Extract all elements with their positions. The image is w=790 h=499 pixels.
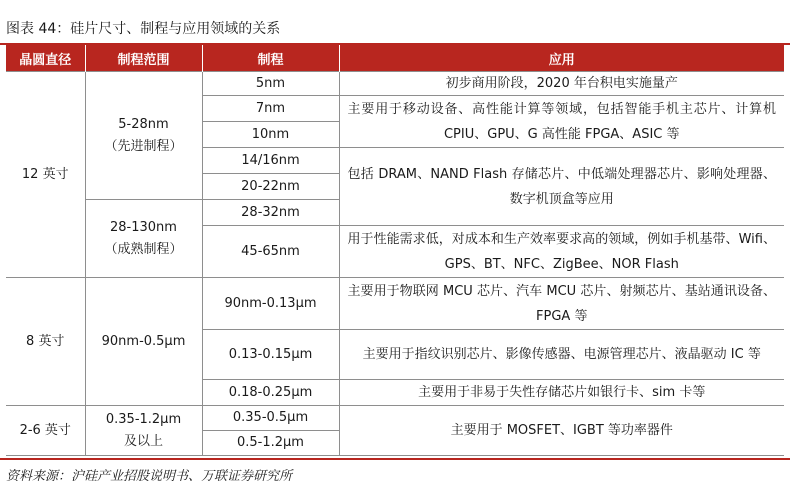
diameter-12-inch: 12 英寸 (6, 72, 85, 278)
table-row (6, 72, 784, 96)
range-mature (85, 200, 202, 278)
process-05-12um: 0.5-1.2μm (202, 431, 339, 456)
application-5nm: 初步商用阶段，2020 年台积电实施量产 (339, 72, 784, 96)
range-2-6-inch-label: 及以上 (123, 433, 163, 449)
application-7-10nm: 主要用于移动设备、高性能计算等领域，包括智能手机主芯片、计算机 CPIU、GPU、G 高性能 FPGA、ASIC 等 (339, 96, 784, 148)
process-20-22nm: 20-22nm (202, 174, 339, 200)
diameter-2-6-inch: 2-6 英寸 (6, 406, 85, 456)
header-application: 应用 (339, 45, 784, 72)
range-2-6-inch-value: 0.35-1.2μm (105, 411, 182, 427)
application-45-65nm: 用于性能需求低，对成本和生产效率要求高的领域，例如手机基带、Wifi、GPS、BT、NFC、ZigBee、NOR Flash (339, 226, 784, 278)
table-header-row (6, 45, 784, 72)
process-013-015um: 0.13-0.15μm (202, 330, 339, 380)
application-018-025um: 主要用于非易于失性存储芯片如银行卡、sim 卡等 (339, 380, 784, 406)
diameter-8-inch: 8 英寸 (6, 278, 85, 406)
range-mature-label: （成熟制程） (104, 241, 183, 257)
header-process: 制程 (202, 45, 339, 72)
range-advanced-label: （先进制程） (104, 138, 183, 154)
process-10nm: 10nm (202, 122, 339, 148)
range-mature-value: 28-130nm (110, 219, 177, 235)
range-advanced-value: 5-28nm (118, 116, 169, 132)
source-note: 资料来源：沪硅产业招股说明书、万联证券研究所 (6, 469, 293, 484)
application-013-015um: 主要用于指纹识别芯片、影像传感器、电源管理芯片、液晶驱动 IC 等 (339, 330, 784, 380)
table-row (6, 278, 784, 330)
application-90nm-013um: 主要用于物联网 MCU 芯片、汽车 MCU 芯片、射频芯片、基站通讯设备、FPGA 等 (339, 278, 784, 330)
range-2-6-inch (85, 406, 202, 456)
process-5nm: 5nm (202, 72, 339, 96)
wafer-process-table (6, 45, 784, 456)
figure-title: 图表 44：硅片尺寸、制程与应用领域的关系 (6, 21, 281, 37)
range-advanced (85, 72, 202, 200)
process-45-65nm: 45-65nm (202, 226, 339, 278)
process-14-16nm: 14/16nm (202, 148, 339, 174)
process-90nm-013um: 90nm-0.13μm (202, 278, 339, 330)
header-range: 制程范围 (85, 45, 202, 72)
process-7nm: 7nm (202, 96, 339, 122)
process-28-32nm: 28-32nm (202, 200, 339, 226)
application-power-devices: 主要用于 MOSFET、IGBT 等功率器件 (339, 406, 784, 456)
process-035-05um: 0.35-0.5μm (202, 406, 339, 431)
application-14-32nm: 包括 DRAM、NAND Flash 存储芯片、中低端处理器芯片、影响处理器、数字机顶盒等应用 (339, 148, 784, 226)
range-8-inch: 90nm-0.5μm (85, 278, 202, 406)
process-018-025um: 0.18-0.25μm (202, 380, 339, 406)
table-row (6, 406, 784, 431)
table-bottom-divider (0, 458, 790, 460)
header-diameter: 晶圆直径 (6, 45, 85, 72)
